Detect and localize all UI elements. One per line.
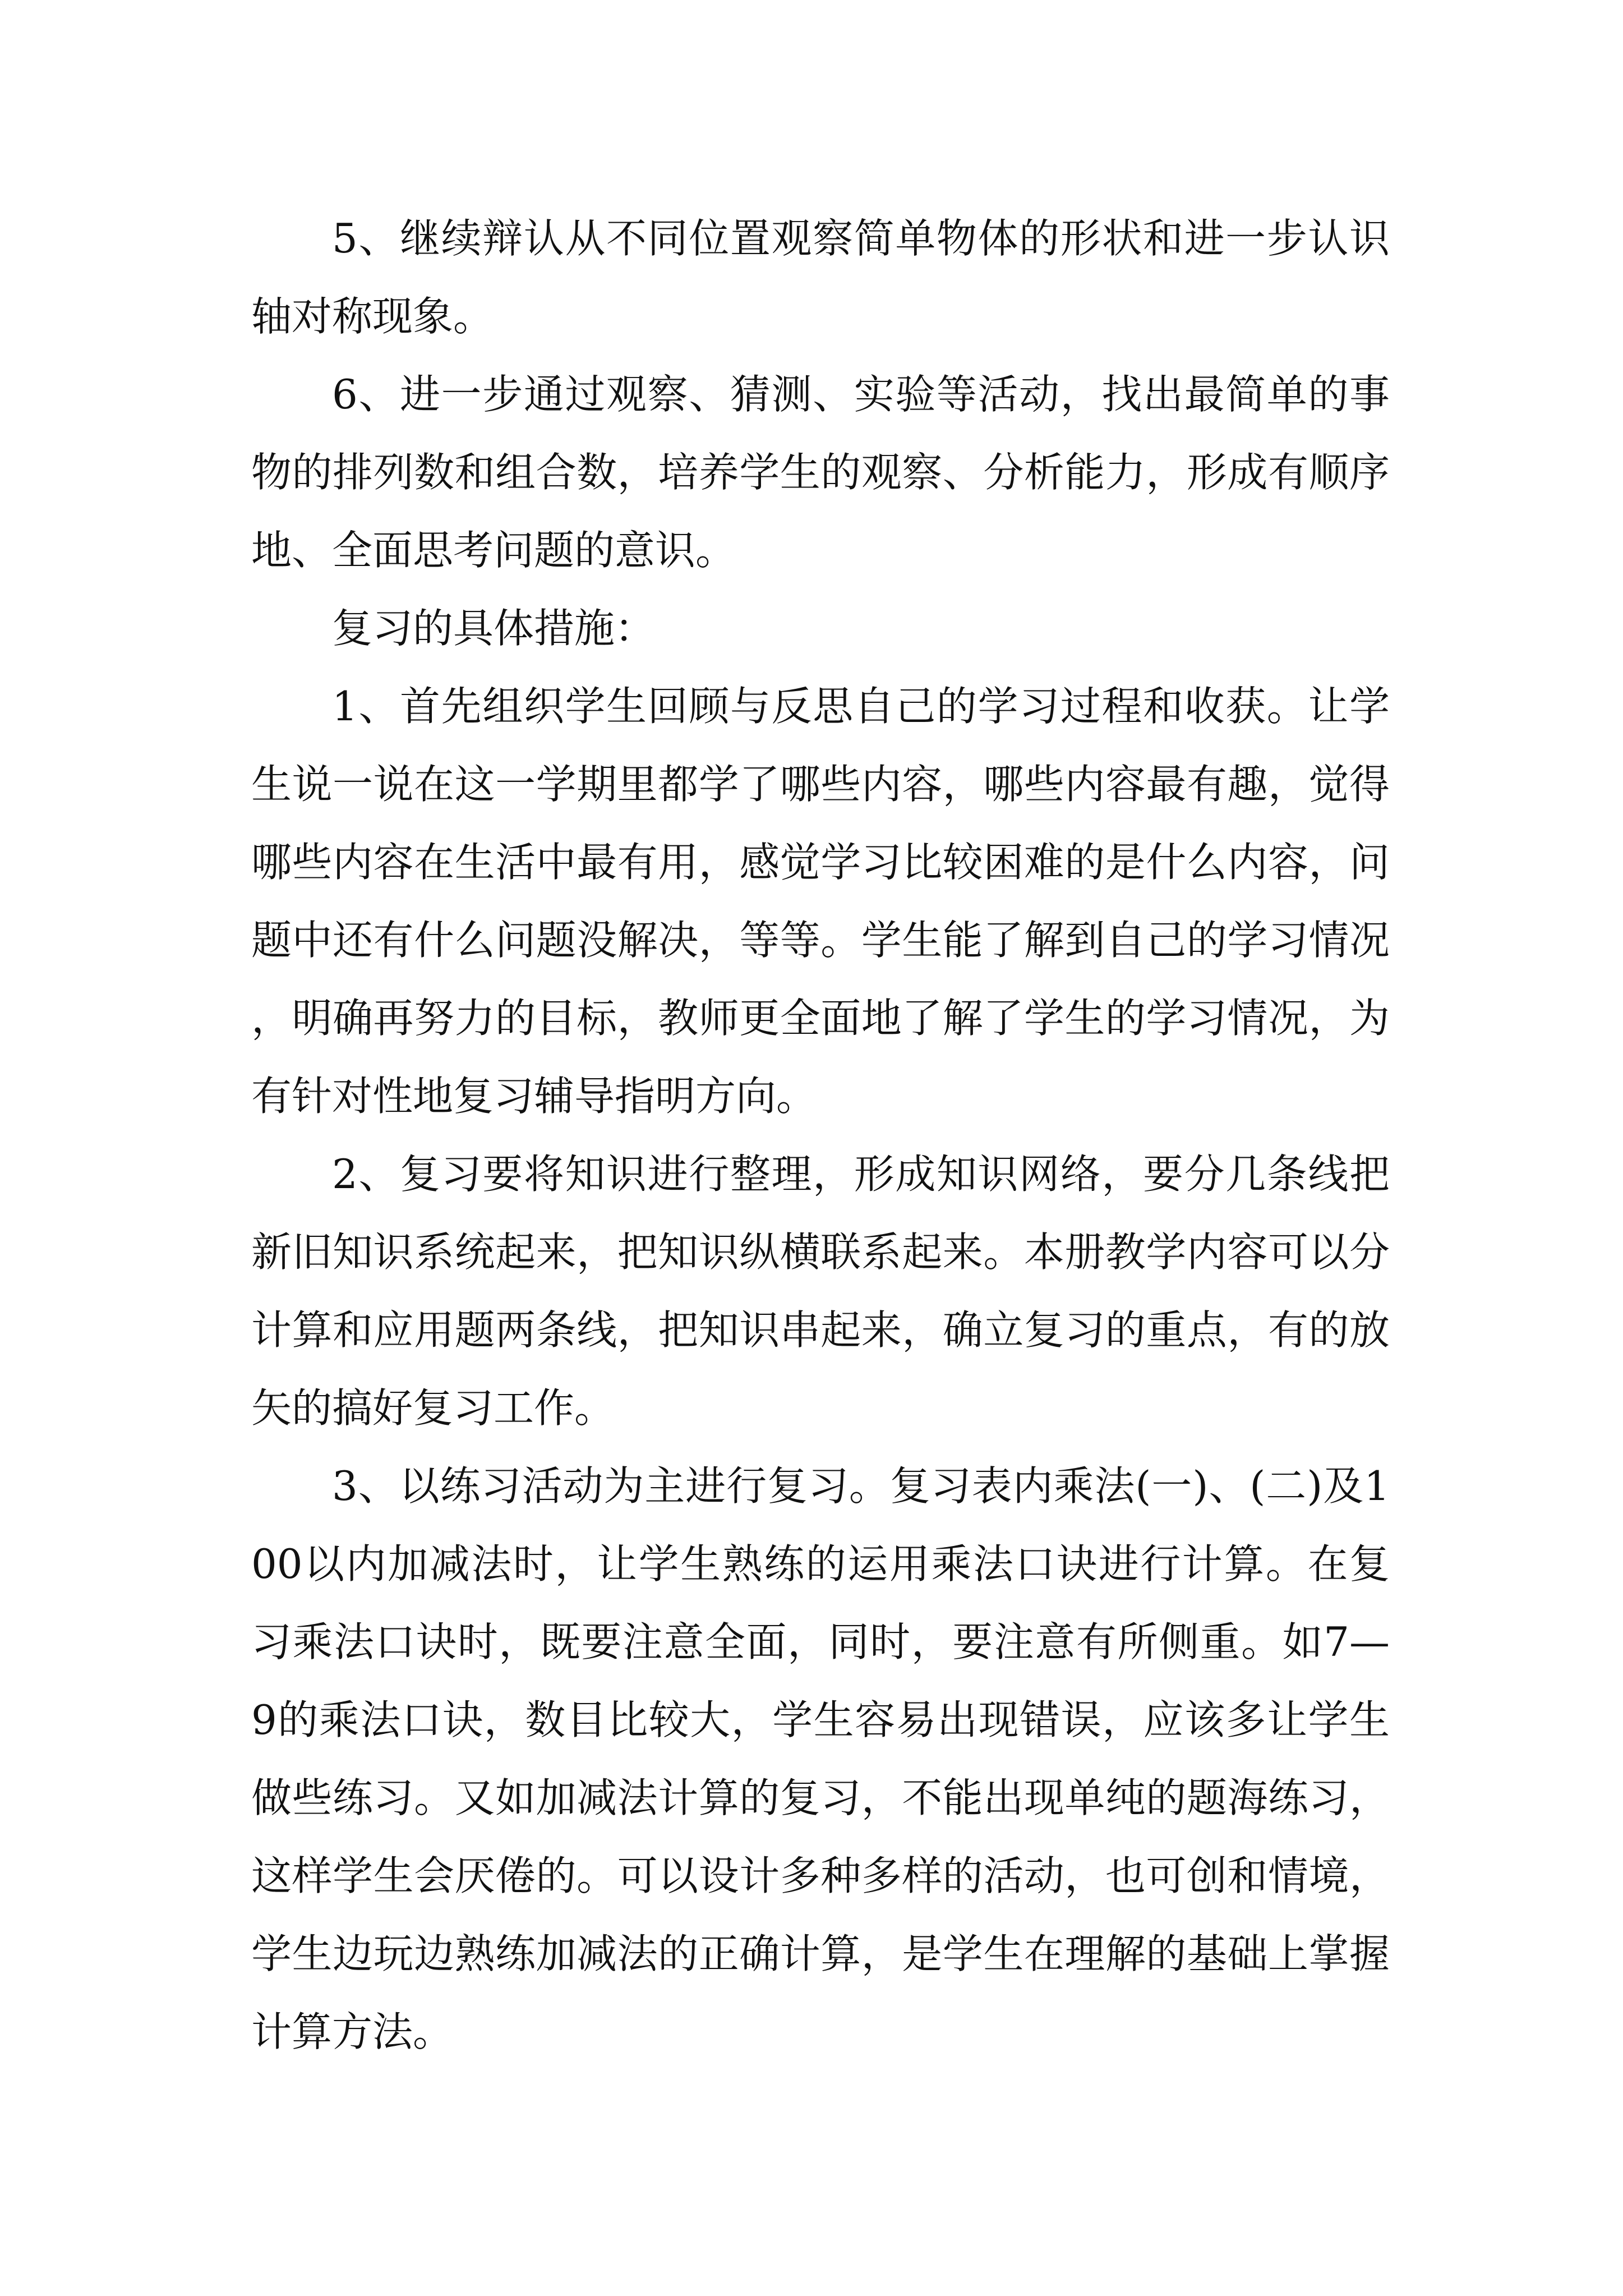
paragraph-measure-3: 3、以练习活动为主进行复习。复习表内乘法(一)、(二)及100以内加减法时，让学生熟练的运用乘法口诀进行计算。在复习乘法口诀时，既要注意全面，同时，要注意有所侧重。如7—9的乘法口诀，数目比较大，学生容易出现错误，应该多让学生做些练习。又如加减法计算的复习，不能出现单纯的题海练习，这样学生会厌倦的。可以设计多种多样的活动，也可创和情境，学生边玩边熟练加减法的正确计算，是学生在理解的基础上掌握计算方法。 [251, 1462, 1390, 2055]
paragraph-goal-5: 5、继续辩认从不同位置观察简单物体的形状和进一步认识轴对称现象。 [251, 215, 1390, 340]
document-body [251, 200, 1390, 2071]
paragraph-goal-6: 6、进一步通过观察、猜测、实验等活动，找出最简单的事物的排列数和组合数，培养学生的观察、分析能力，形成有顺序地、全面思考问题的意识。 [251, 371, 1390, 574]
section-heading-measures: 复习的具体措施： [332, 605, 656, 652]
paragraph-measure-1: 1、首先组织学生回顾与反思自己的学习过程和收获。让学生说一说在这一学期里都学了哪些内容，哪些内容最有趣，觉得哪些内容在生活中最有用，感觉学习比较困难的是什么内容，问题中还有什么问题没解决，等等。学生能了解到自己的学习情况，明确再努力的目标，教师更全面地了解了学生的学习情况，为有针对性地复习辅导指明方向。 [251, 683, 1390, 1120]
paragraph-measure-2: 2、复习要将知识进行整理，形成知识网络，要分几条线把新旧知识系统起来，把知识纵横联系起来。本册教学内容可以分计算和应用题两条线，把知识串起来，确立复习的重点，有的放矢的搞好复习工作。 [251, 1151, 1390, 1432]
